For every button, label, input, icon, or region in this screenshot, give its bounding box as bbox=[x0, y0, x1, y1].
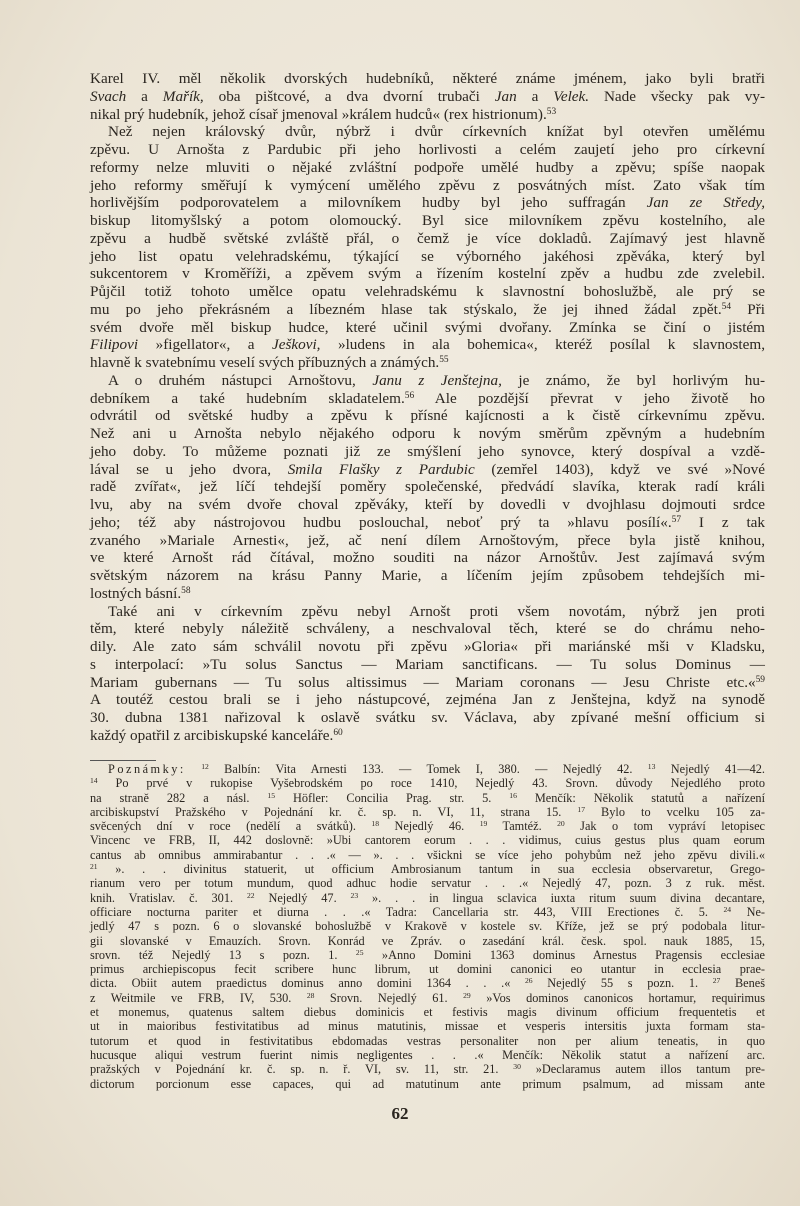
text-line bbox=[90, 319, 765, 337]
text-run: »Declaramus autem illos tantum pre- bbox=[520, 1062, 766, 1077]
text-run bbox=[186, 762, 201, 776]
footnote-reference: 53 bbox=[546, 106, 557, 117]
footnote-reference: 14 bbox=[90, 776, 98, 786]
text-run: lával se u jeho dvora, bbox=[90, 460, 288, 478]
italic-text: Smila Flašky z Pardubic bbox=[287, 460, 475, 478]
text-run: Nejedlý 41—42. bbox=[655, 762, 765, 776]
text-run: svém dvoře měl biskup hudce, které učinil svými dvořany. Zmínka se činí o jistém bbox=[90, 318, 765, 336]
text-line bbox=[90, 674, 765, 692]
text-run: Höfler: Concilia Prag. str. 5. bbox=[275, 790, 510, 805]
text-run: rianum vero per totum mundum, quod adhuc hodie servatur . . .« Nejedlý 47, pozn. 3 z ruk. měst. bbox=[90, 876, 765, 891]
footnote-line bbox=[90, 934, 765, 948]
main-text-body bbox=[90, 70, 765, 745]
text-run: těm, které nebyly náležitě schváleny, a neschvaloval těch, které se do chrámu neho- bbox=[90, 620, 765, 638]
footnote-line bbox=[90, 1019, 765, 1033]
footnote-reference: 17 bbox=[577, 804, 585, 814]
text-line bbox=[90, 248, 765, 266]
italic-text: Mařík, bbox=[162, 87, 204, 105]
text-line bbox=[90, 567, 765, 585]
footnote-line bbox=[90, 791, 765, 805]
text-line bbox=[90, 549, 765, 567]
footnote-reference: 56 bbox=[404, 390, 415, 401]
text-run: srovn. též Nejedlý 13 s pozn. 1. bbox=[90, 947, 356, 962]
text-run: »Vos dominos canonicos hortamur, requirimus bbox=[470, 990, 765, 1005]
text-run: a bbox=[126, 87, 163, 105]
footnote-reference: 58 bbox=[181, 585, 191, 596]
footnote-line bbox=[90, 991, 765, 1005]
text-line bbox=[90, 141, 765, 159]
footnotes-heading: Poznámky: bbox=[108, 762, 186, 776]
footnote-reference: 15 bbox=[267, 790, 276, 800]
text-line bbox=[90, 638, 765, 656]
footnote-line bbox=[90, 819, 765, 833]
text-run: cantus ab omnibus ammirabantur . . .« — ». . . všickni se více jeho pohybům než jeho zpěvu divili.« bbox=[90, 847, 765, 862]
text-run: jeho; též aby nástrojovou hudbu poslouchal, neboť prý ta »hlavu posílí«. bbox=[90, 513, 672, 531]
text-run: Menčík: Několik statutů a nařízení bbox=[516, 790, 765, 805]
text-run: debníkem a také hudebním skladatelem. bbox=[90, 389, 405, 407]
text-run: 30. dubna 1381 nařizoval k oslavě svátku sv. Václava, aby zpívané mešní officium si bbox=[90, 709, 765, 726]
text-run: nikal prý hudebník, jehož císař jmenoval »králem hudců« (rex histrionum). bbox=[90, 105, 547, 123]
footnote-line bbox=[90, 919, 765, 933]
text-line bbox=[90, 336, 765, 354]
text-line bbox=[90, 70, 765, 88]
text-run: ut in maioribus festivitatibus ad minus matutinis, missae et vesperis intersitis juxta formam sta- bbox=[90, 1019, 765, 1034]
text-run: Při bbox=[731, 300, 765, 318]
text-run: jeho list opatu velehradskému, týkající se výborného jakéhosi zpěváka, který byl bbox=[90, 247, 765, 265]
text-run: odvrátil od světské hudby a zpěvu k přísné kajícnosti a k čistě církevnímu zpěvu. bbox=[90, 407, 765, 425]
text-run: Jak o tom vypráví letopisec bbox=[564, 819, 765, 834]
text-line bbox=[90, 301, 765, 319]
text-line bbox=[90, 88, 765, 106]
text-line bbox=[90, 585, 765, 603]
footnote-reference: 28 bbox=[306, 990, 315, 1000]
text-run: biskup litomyšlský a potom olomoucký. Byl sice milovníkem zpěvu kostelního, ale bbox=[90, 212, 765, 229]
text-run: hucusque aliqui vestrum fuerint nimis negligentes . . .« Menčík: Několik statut a nařízení arc. bbox=[90, 1047, 765, 1062]
footnote-reference: 22 bbox=[246, 890, 255, 900]
text-run: Beneš bbox=[720, 976, 765, 991]
text-run: lvu, aby na svém dvoře choval zpěváky, kteří by dovedli v dvojhlasu dojmouti srdce bbox=[90, 496, 765, 513]
text-line bbox=[90, 407, 765, 425]
text-line bbox=[90, 727, 765, 745]
text-run: »Anno Domini 1363 dominus Arnestus Pragensis ecclesiae bbox=[363, 947, 765, 962]
footnote-line bbox=[90, 976, 765, 990]
footnote-line bbox=[90, 948, 765, 962]
text-run: et monemus, quatenus saltem diebus dominicis et festivis magis divinum officium frequentetis et bbox=[90, 1005, 765, 1020]
footnote-line bbox=[90, 891, 765, 905]
text-run: (zemřel 1403), když ve své »Nové bbox=[474, 460, 765, 478]
footnote-reference: 16 bbox=[509, 790, 517, 800]
text-run: Také ani v církevním zpěvu nebyl Arnošt proti všem novotám, nýbrž jen proti bbox=[108, 602, 765, 620]
text-run: na straně 282 a násl. bbox=[90, 790, 268, 805]
text-run: A toutéž cestou brali se i jeho nástupcové, zejména Jan z Jenštejna, když na synodě bbox=[90, 691, 765, 709]
footnote-line bbox=[90, 905, 765, 919]
text-run: Nejedlý 46. bbox=[379, 819, 480, 834]
text-line bbox=[90, 709, 765, 727]
text-run: Tamtéž. bbox=[487, 819, 558, 834]
footnote-reference: 54 bbox=[721, 301, 732, 312]
italic-text: Jan ze Středy, bbox=[646, 194, 766, 212]
text-run: Nejedlý 47. bbox=[254, 890, 351, 905]
text-line bbox=[90, 514, 765, 532]
text-run: ». . . in lingua sclavica iuxta ritum suum divina decantare, bbox=[358, 890, 765, 905]
footnote-line bbox=[90, 762, 765, 776]
text-run: jeho reformy směřují k vymýcení umělého zpěvu z posvátných míst. Zato však tím bbox=[90, 176, 765, 194]
footnote-reference: 57 bbox=[671, 514, 682, 525]
footnote-reference: 12 bbox=[201, 761, 209, 771]
footnote-reference: 23 bbox=[350, 890, 359, 900]
text-run: pražských v Pojednání kr. č. sp. n. ř. VI, sv. 11, str. 21. bbox=[90, 1062, 514, 1077]
footnote-reference: 18 bbox=[371, 819, 379, 828]
footnote-reference: 29 bbox=[463, 990, 471, 1000]
text-run: s interpolací: »Tu solus Sanctus — Mariam sanctificans. — Tu solus Dominus — bbox=[90, 655, 765, 673]
text-run: mu po jeho překrásném a líbezném hlase tak stýskalo, že jej ihned žádal zpět. bbox=[90, 300, 722, 318]
text-run: svěcených dní v roce (nedělí a svátků). bbox=[90, 819, 372, 834]
footnote-line bbox=[90, 1062, 765, 1076]
text-run: oba pištcové, a dva dvorní trubači bbox=[203, 87, 495, 105]
text-run: z Weitmile ve FRB, IV, 530. bbox=[90, 990, 307, 1005]
text-line bbox=[90, 265, 765, 283]
text-line bbox=[90, 656, 765, 674]
text-line bbox=[90, 123, 765, 141]
text-line bbox=[90, 390, 765, 408]
text-line bbox=[90, 443, 765, 461]
text-run: Ale pozdější převrat v jeho životě ho bbox=[414, 389, 765, 407]
text-run: Ne- bbox=[731, 904, 765, 919]
footnote-reference: 19 bbox=[479, 819, 488, 828]
text-run: dicta. Obiit autem praedictus dominus anno domini 1364 . . .« bbox=[90, 976, 525, 991]
text-run: I z tak bbox=[681, 513, 765, 531]
text-line bbox=[90, 230, 765, 248]
text-run: ». . . divinitus statuerit, ut officium Ambrosianum tantum in sua ecclesia observaretur, Grego- bbox=[97, 862, 765, 877]
text-run: »figellator«, a bbox=[138, 336, 272, 354]
text-run: Bylo to vcelku 105 za- bbox=[585, 804, 765, 819]
text-run: Karel IV. měl několik dvorských hudebníků, některé známe jménem, jako byli bratři bbox=[90, 70, 765, 87]
italic-text: Filipovi bbox=[90, 336, 139, 354]
text-line bbox=[90, 603, 765, 621]
text-run: officiare nocturna pariter et diurna . . .« Tadra: Cancellaria str. 443, VIII Erectiones č. 5. bbox=[90, 904, 724, 919]
text-line bbox=[90, 478, 765, 496]
footnote-line bbox=[90, 862, 765, 876]
text-run: Než ani u Arnošta nebylo nějakého odporu k novým směrům zpěvným a hudebním bbox=[90, 425, 765, 442]
footnote-line bbox=[90, 1048, 765, 1062]
text-run: hlavně k svatebnímu veselí svých příbuzných a známých. bbox=[90, 354, 440, 371]
text-run: ve které Arnošt rád čítával, možno souditi na názor Arnoštův. Jest zajímavá svým bbox=[90, 549, 765, 567]
text-run: Vincenc ve FRB, II, 442 doslovně: »Ubi cantorem eorum . . . vidimus, cuius gestus plus quam eorum bbox=[90, 833, 765, 848]
text-run: Balbín: Vita Arnesti 133. — Tomek I, 380. — Nejedlý 42. bbox=[208, 762, 648, 776]
text-line bbox=[90, 177, 765, 195]
text-run: arcibiskupství Pražského v Pojednání kr. č. sp. n. VI, 11, strana 15. bbox=[90, 804, 578, 819]
page-number: 62 bbox=[391, 1104, 409, 1123]
text-line bbox=[90, 106, 765, 124]
text-run: gii slovanské v Emauzích. Srovn. Konrád ve Zpráv. o zasedání král. česk. spol. nauk 1885, 15, bbox=[90, 933, 765, 948]
footnote-line bbox=[90, 1005, 765, 1019]
text-line bbox=[90, 496, 765, 514]
footnote-separator-rule bbox=[90, 760, 156, 761]
text-run: světským názorem na krásu Panny Marie, a líčením jejím způsobem tehdejších mi- bbox=[90, 567, 765, 584]
text-run: dily. Ale zato sám schválil novotu při zpěvu »Gloria« při mariánské mši v Kladsku, bbox=[90, 638, 765, 655]
text-run: zpěvu. U Arnošta z Pardubic při jeho horlivosti a celém zaujetí jeho pro církevní bbox=[90, 141, 765, 158]
text-run: »ludens in ala bohemica«, kteréž posílal k slavnostem, bbox=[320, 336, 766, 354]
text-run: Mariam gubernans — Tu solus altissimus — Mariam coronans — Jesu Christe etc.« bbox=[90, 673, 756, 691]
text-run: primus archiepiscopus fecit scribere hunc librum, ut domini canonici eo utantur in ecclesia prae- bbox=[90, 962, 765, 977]
text-line bbox=[90, 532, 765, 550]
footnote-reference: 20 bbox=[557, 819, 565, 828]
text-run: zpěvu a hudbě světské zvláště přál, o čemž je více dokladů. Zajímavý jest hlavně bbox=[90, 229, 765, 247]
text-run: Půjčil totiž tohoto umělce opatu velehradskému k slavnostní bohoslužbě, ale prý se bbox=[90, 283, 765, 300]
footnote-reference: 25 bbox=[355, 947, 364, 957]
footnote-reference: 13 bbox=[647, 761, 656, 771]
italic-text: Ješkovi, bbox=[272, 336, 321, 354]
text-run: reformy nelze mluviti o nějaké zvláštní podpoře umělé hudby a zpěvu; spíše naopak bbox=[90, 158, 765, 176]
footnote-reference: 59 bbox=[755, 674, 765, 685]
footnote-line bbox=[90, 805, 765, 819]
italic-text: Janu z Jenštejna, bbox=[372, 371, 502, 389]
text-run: lostných básní. bbox=[90, 584, 182, 602]
text-line bbox=[90, 194, 765, 212]
italic-text: Jan bbox=[494, 87, 517, 105]
italic-text: Velek. bbox=[553, 87, 590, 105]
text-run: Než nejen královský dvůr, nýbrž i dvůr církevních knížat byl otevřen umělému bbox=[108, 123, 765, 141]
text-run: sukcentorem v Kroměříži, a zpěvem svým a řízením kostelní zpěv a hudbu zde zvelebil. bbox=[90, 265, 765, 283]
footnote-line bbox=[90, 962, 765, 976]
text-line bbox=[90, 283, 765, 301]
footnote-reference: 26 bbox=[525, 976, 533, 986]
footnote-line bbox=[90, 776, 765, 790]
footnote-reference: 24 bbox=[723, 904, 732, 914]
footnotes-section bbox=[90, 762, 765, 1091]
footnote-reference: 60 bbox=[333, 727, 343, 738]
text-run: A o druhém nástupci Arnoštovu, bbox=[108, 371, 373, 389]
text-run: a bbox=[516, 87, 554, 105]
footnote-reference: 30 bbox=[513, 1062, 521, 1072]
text-run: radě zvířat«, jež líčí tehdejší poměry společenské, předvádí slavíka, kterak radí králi bbox=[90, 478, 765, 496]
text-run: zvaného »Mariale Arnesti«, jež, ač není dílem Arnoštovým, přece byla jistě knihou, bbox=[90, 531, 765, 549]
italic-text: Svach bbox=[90, 87, 127, 105]
text-run: Srovn. Nejedlý 61. bbox=[314, 990, 464, 1005]
footnote-reference: 55 bbox=[439, 354, 449, 365]
text-run: jeho doby. To můžeme poznati již ze smýšlení jeho synovce, který dospíval a vzdě- bbox=[90, 442, 765, 460]
text-run: Po prvé v rukopise Vyšebrodském po roce 1410, Nejedlý 43. Srovn. důvody Nejedlého proto bbox=[97, 776, 765, 791]
footnote-line bbox=[90, 833, 765, 847]
text-line bbox=[90, 212, 765, 230]
footnote-line bbox=[90, 876, 765, 890]
text-line bbox=[90, 620, 765, 638]
text-run: Nejedlý 55 s pozn. 1. bbox=[532, 976, 713, 991]
text-line bbox=[90, 425, 765, 443]
text-run: každý opatřil z arcibiskupské kanceláře. bbox=[90, 726, 334, 744]
footnote-line bbox=[90, 1077, 765, 1091]
footnote-line bbox=[90, 1034, 765, 1048]
text-line bbox=[90, 372, 765, 390]
text-run: je známo, že byl horlivým hu- bbox=[501, 371, 765, 389]
text-run: jedlý 47 s pozn. 6 o slovanské bohoslužbě v Krakově v kostele sv. Kříže, jež se prý podobala litur- bbox=[90, 919, 765, 934]
text-run: Nade všecky pak vy- bbox=[589, 87, 766, 105]
footnote-reference: 21 bbox=[90, 861, 98, 871]
text-run: dictorum porcionum esse capaces, qui ad matutinum ante primum psalmum, ad missam ante bbox=[90, 1076, 765, 1091]
text-line bbox=[90, 461, 765, 479]
text-line bbox=[90, 159, 765, 177]
text-run: tutorum et quod in festivitatibus ebdomadas vestras personaliter non per alium teneatis, in quo bbox=[90, 1033, 765, 1048]
footnote-reference: 27 bbox=[712, 976, 721, 986]
text-run: horlivějším podporovatelem a milovníkem hudby byl jeho suffragán bbox=[90, 194, 647, 212]
text-line bbox=[90, 354, 765, 372]
text-run: knih. Vratislav. č. 301. bbox=[90, 890, 247, 905]
text-line bbox=[90, 691, 765, 709]
footnote-line bbox=[90, 848, 765, 862]
